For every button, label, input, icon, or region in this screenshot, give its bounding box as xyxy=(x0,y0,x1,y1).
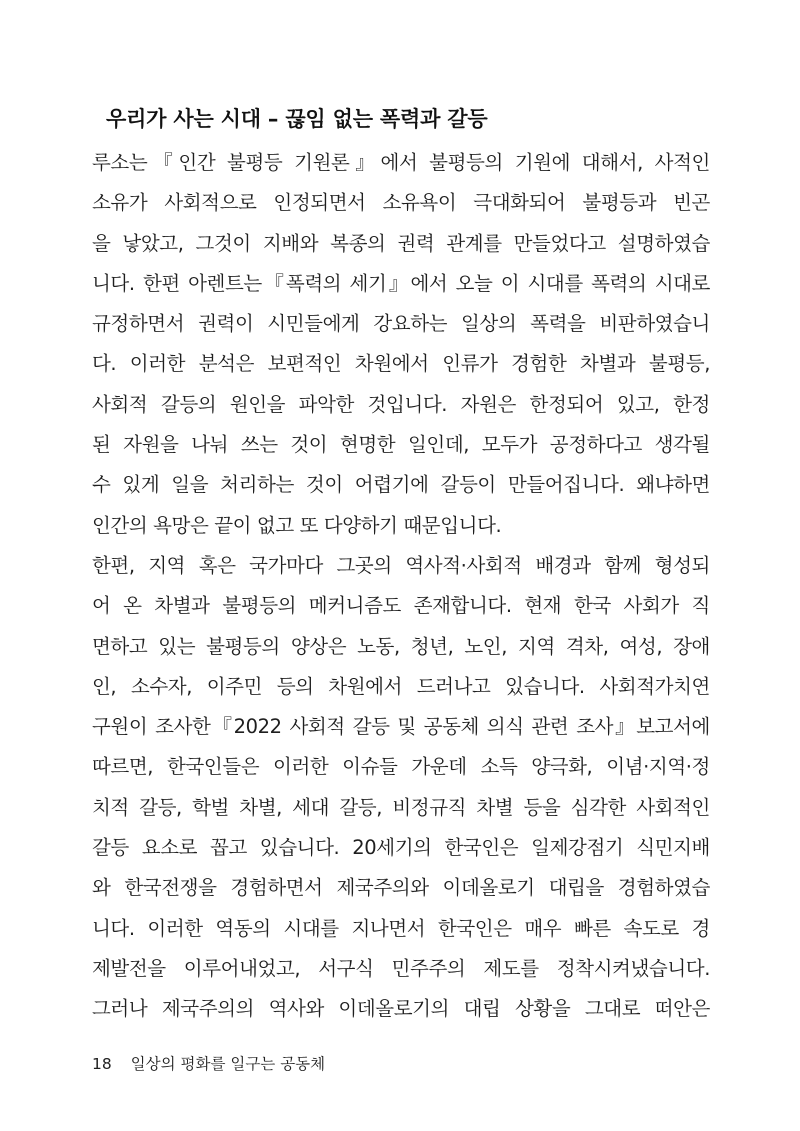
text-line: 루소는『인간 불평등 기원론』에서 불평등의 기원에 대해서, 사적인 xyxy=(92,151,710,174)
text-line: 그러나 제국주의의 역사와 이데올로기의 대립 상황을 그대로 떠안은 xyxy=(92,997,710,1021)
text-line: 수 있게 일을 처리하는 것이 어렵기에 갈등이 만들어집니다. 왜냐하면 xyxy=(92,473,710,497)
text-line: 소유가 사회적으로 인정되면서 소유욕이 극대화되어 불평등과 빈곤 xyxy=(92,191,710,215)
text-line: 한편, 지역 혹은 국가마다 그곳의 역사적·사회적 배경과 함께 형성되 xyxy=(92,553,710,577)
text-line: 규정하면서 권력이 시민들에게 강요하는 일상의 폭력을 비판하였습니 xyxy=(92,312,710,336)
text-line: 니다. 한편 아렌트는『폭력의 세기』에서 오늘 이 시대를 폭력의 시대로 xyxy=(92,271,710,295)
body-text xyxy=(92,143,710,1030)
text-line: 제발전을 이루어내었고, 서구식 민주주의 제도를 정착시켜냈습니다. xyxy=(92,956,710,980)
text-line: 구원이 조사한『2022 사회적 갈등 및 공동체 의식 관련 조사』보고서에 xyxy=(92,715,710,739)
text-line: 니다. 이러한 역동의 시대를 지나면서 한국인은 매우 빠른 속도로 경 xyxy=(92,916,710,940)
text-line: 와 한국전쟁을 경험하면서 제국주의와 이데올로기 대립을 경험하였습 xyxy=(92,876,710,900)
text-line: 면하고 있는 불평등의 양상은 노동, 청년, 노인, 지역 격차, 여성, 장애 xyxy=(92,634,710,658)
book-title: 일상의 평화를 일구는 공동체 xyxy=(130,1055,326,1073)
text-line: 사회적 갈등의 원인을 파악한 것입니다. 자원은 한정되어 있고, 한정 xyxy=(92,392,710,416)
text-line: 인간의 욕망은 끝이 없고 또 다양하기 때문입니다. xyxy=(92,513,502,537)
text-line: 된 자원을 나눠 쓰는 것이 현명한 일인데, 모두가 공정하다고 생각될 xyxy=(92,433,710,457)
page-footer xyxy=(92,1052,325,1074)
text-line: 어 온 차별과 불평등의 메커니즘도 존재합니다. 현재 한국 사회가 직 xyxy=(92,594,710,618)
section-heading: 우리가 사는 시대 – 끊임 없는 폭력과 갈등 xyxy=(106,107,488,131)
text-line: 다. 이러한 분석은 보편적인 차원에서 인류가 경험한 차별과 불평등, xyxy=(92,352,710,376)
page-number: 18 xyxy=(92,1055,112,1073)
text-line: 치적 갈등, 학벌 차별, 세대 갈등, 비정규직 차별 등을 심각한 사회적인 xyxy=(92,795,710,819)
text-line: 갈등 요소로 꼽고 있습니다. 20세기의 한국인은 일제강점기 식민지배 xyxy=(92,836,710,860)
text-line: 인, 소수자, 이주민 등의 차원에서 드러나고 있습니다. 사회적가치연 xyxy=(92,674,710,698)
text-line: 을 낳았고, 그것이 지배와 복종의 권력 관계를 만들었다고 설명하였습 xyxy=(92,231,710,255)
text-line: 따르면, 한국인들은 이러한 이슈들 가운데 소득 양극화, 이념·지역·정 xyxy=(92,755,710,779)
